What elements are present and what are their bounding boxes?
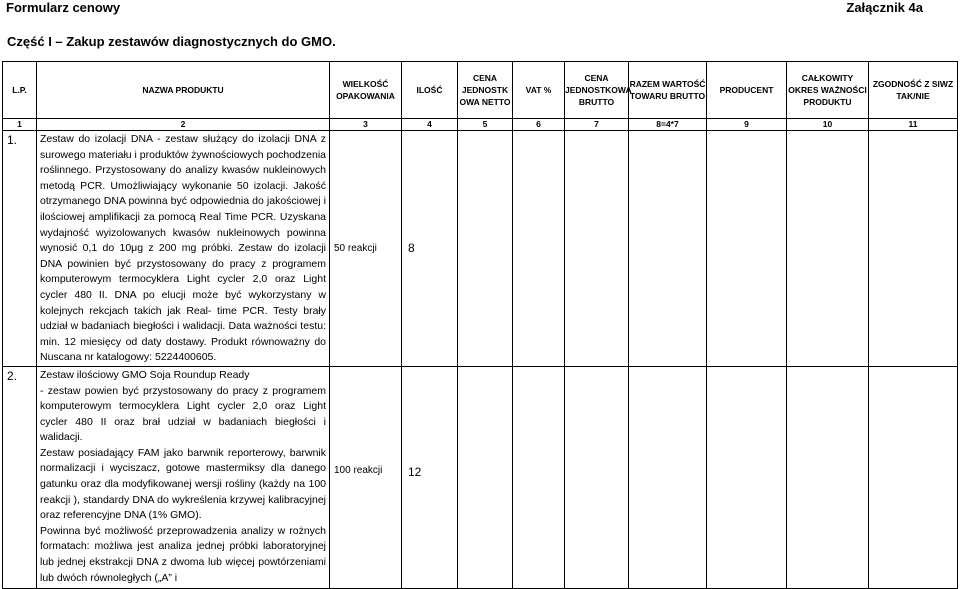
unit-net-price-cell[interactable]	[458, 131, 513, 367]
siwz-compliance-cell[interactable]	[869, 131, 958, 367]
col-header-vat: VAT %	[513, 62, 565, 119]
col-header-unit-net-price: CENA JEDNOSTK OWA NETTO	[458, 62, 513, 119]
table-row	[3, 131, 958, 367]
col-number: 4	[402, 119, 458, 131]
col-number: 9	[707, 119, 787, 131]
siwz-compliance-cell[interactable]	[869, 366, 958, 588]
col-number: 2	[37, 119, 330, 131]
column-number-row	[3, 119, 958, 131]
col-number: 11	[869, 119, 958, 131]
header-row	[3, 62, 958, 119]
package-size-cell: 50 reakcji	[330, 131, 402, 367]
col-header-producer: PRODUCENT	[707, 62, 787, 119]
col-header-product-name: NAZWA PRODUKTU	[37, 62, 330, 119]
vat-cell[interactable]	[513, 131, 565, 367]
vat-cell[interactable]	[513, 366, 565, 588]
product-title: Zestaw ilościowy GMO Soja Roundup Ready	[40, 368, 250, 381]
quantity-cell: 12	[402, 366, 458, 588]
quantity-cell: 8	[402, 131, 458, 367]
price-table	[2, 61, 958, 589]
product-description	[37, 366, 330, 588]
producer-cell[interactable]	[707, 366, 787, 588]
col-number: 5	[458, 119, 513, 131]
col-number: 8=4*7	[629, 119, 707, 131]
col-number: 1	[3, 119, 37, 131]
col-header-unit-gross-price: CENA JEDNOSTKOWA BRUTTO	[565, 62, 629, 119]
col-number: 3	[330, 119, 402, 131]
unit-gross-price-cell[interactable]	[565, 131, 629, 367]
package-size-cell: 100 reakcji	[330, 366, 402, 588]
attachment-label: Załącznik 4a	[846, 0, 923, 15]
row-number: 2.	[3, 366, 37, 588]
unit-net-price-cell[interactable]	[458, 366, 513, 588]
unit-gross-price-cell[interactable]	[565, 366, 629, 588]
product-spec-paragraph: Zestaw posiadający FAM jako barwnik reporterowy, barwnik normalizacji i wyciszacz, gotowe mastermiksy dla danego gatunku oraz dla modyfikowanej wersji rośliny (każdy na 100 reakcji ), standardy DNA do wykreślenia krzywej kalibracyjnej oraz referencyjne DNA (1% GMO).	[40, 446, 326, 522]
col-header-validity: CAŁKOWITY OKRES WAŻNOŚCI PRODUKTU	[787, 62, 869, 119]
form-title: Formularz cenowy	[6, 0, 121, 15]
table-row	[3, 366, 958, 588]
product-description: Zestaw do izolacji DNA - zestaw służący do izolacji DNA z surowego materiału i produktów żywnościowych pochodzenia roślinnego. Przystosowany do analizy kwasów nukleinowych metodą PCR. Umożliwiający wykonanie 50 izolacji. Jakość otrzymanego DNA powinna być odpowiednia do jakościowej i ilościowej amplifikacji za pomocą Real Time PCR. Uzyskana wydajność wyizolowanych kwasów nukleinowych powinna wynosić 0,1 do 10μg z 200 mg próbki. Zestaw do izolacji DNA powinien być przystosowany do pracy z programem komputerowym termocyklera Light cycler 2,0 oraz Light cycler 480 II. DNA po elucji może być wykorzystany w kolejnych rekcjach takich jak Real- time PCR. Testy brały udział w badaniach biegłości i walidacji. Data ważności testu: min. 12 miesięcy od daty dostawy. Produkt równoważny do Nuscana nr katalogowy: 5224400605.	[37, 131, 330, 367]
col-header-siwz-compliance: ZGODNOŚĆ Z SIWZ TAK/NIE	[869, 62, 958, 119]
total-gross-cell[interactable]	[629, 131, 707, 367]
product-spec-paragraph: - zestaw powien być przystosowany do pracy z programem komputerowym termocyklera Light cycler 2,0 oraz Light cycler 480 II oraz brał udział w badaniach biegłości i walidacji.	[40, 384, 326, 444]
producer-cell[interactable]	[707, 131, 787, 367]
col-number: 7	[565, 119, 629, 131]
col-header-total-gross: RAZEM WARTOŚĆ TOWARU BRUTTO	[629, 62, 707, 119]
col-number: 6	[513, 119, 565, 131]
validity-cell[interactable]	[787, 366, 869, 588]
col-number: 10	[787, 119, 869, 131]
col-header-package-size: WIELKOŚĆ OPAKOWANIA	[330, 62, 402, 119]
product-spec-paragraph: Powinna być możliwość przeprowadzenia analizy w rożnych formatach: możliwa jest analiza jednej próbki laboratoryjnej lub jednej ekstrakcji DNA z dwoma lub więcej powtórzeniami lub dwóch równoległych („A” i	[40, 524, 326, 584]
total-gross-cell[interactable]	[629, 366, 707, 588]
col-header-lp: L.P.	[3, 62, 37, 119]
row-number: 1.	[3, 131, 37, 367]
validity-cell[interactable]	[787, 131, 869, 367]
section-title: Część I – Zakup zestawów diagnostycznych do GMO.	[7, 34, 336, 49]
col-header-quantity: ILOŚĆ	[402, 62, 458, 119]
